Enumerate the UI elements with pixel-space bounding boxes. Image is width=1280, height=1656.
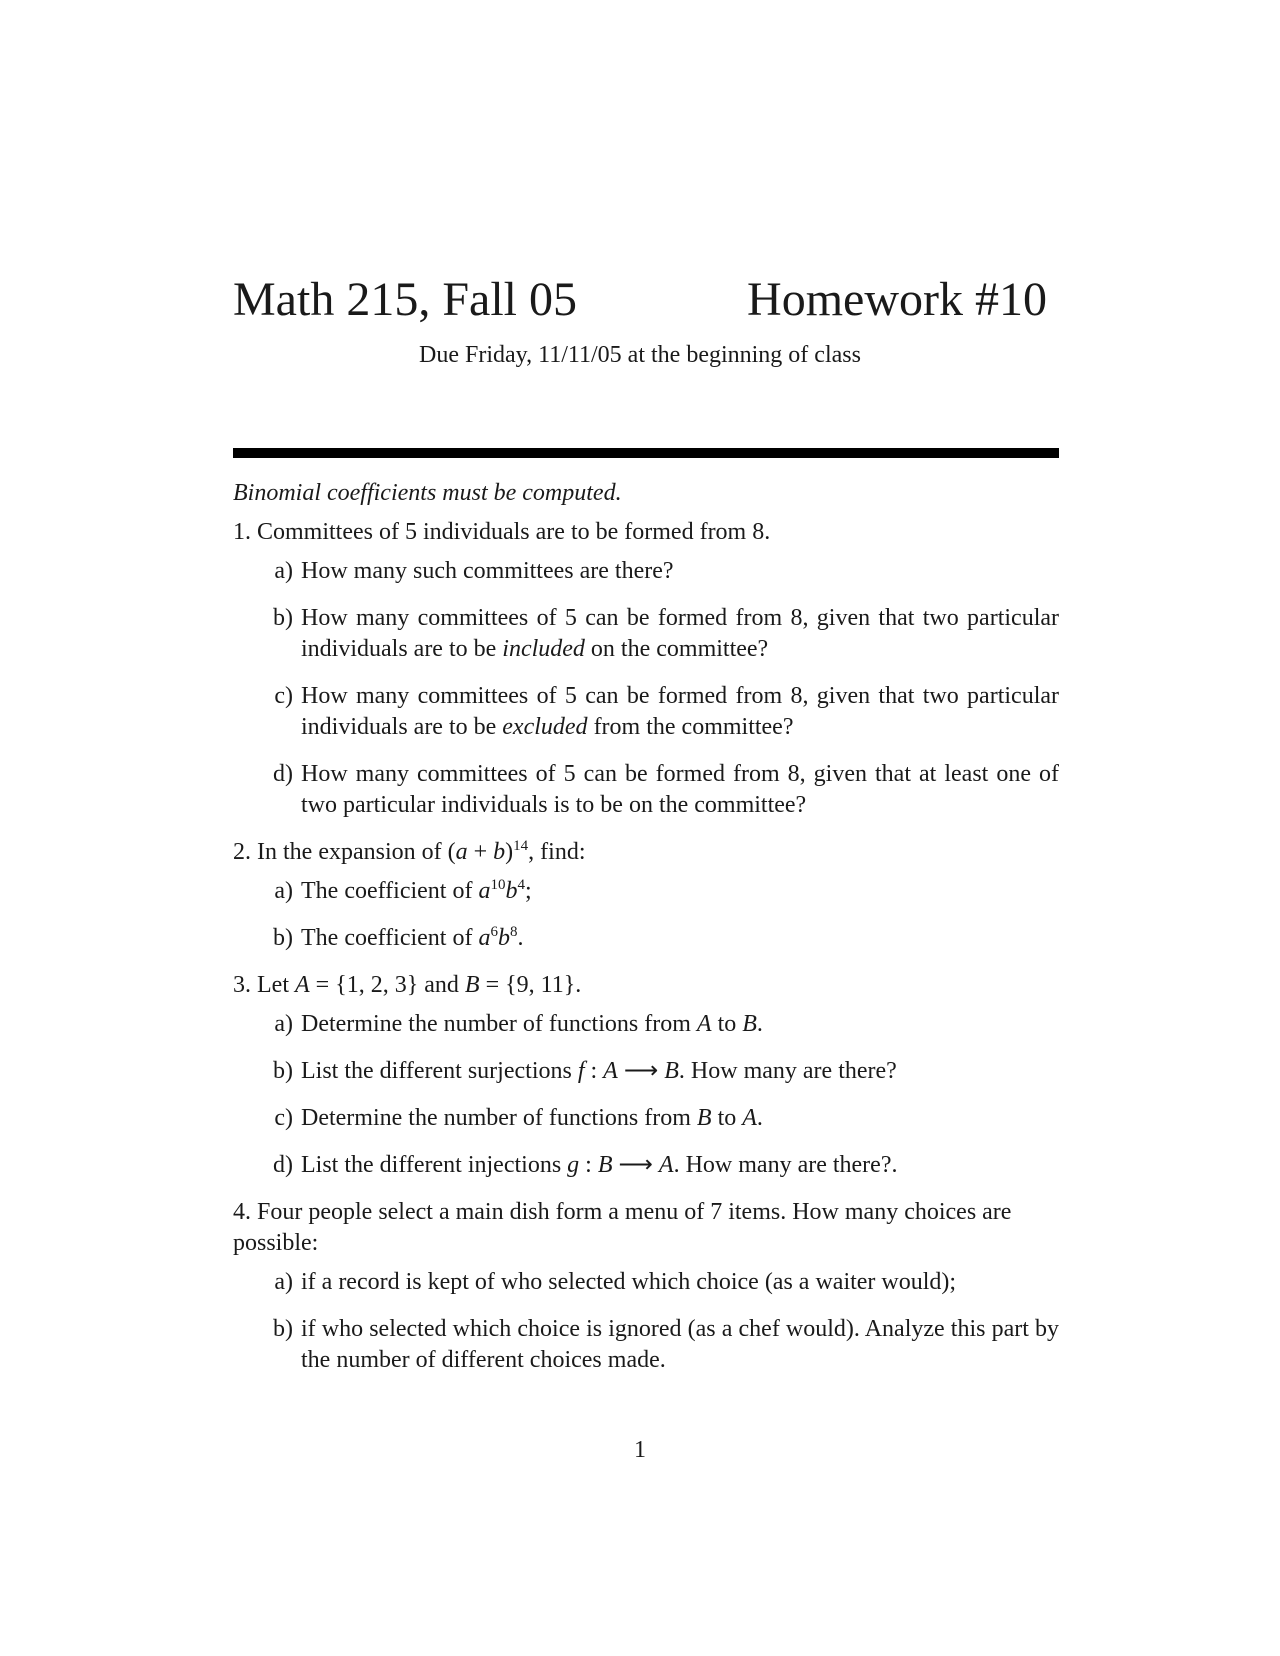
part-label: c): [274, 683, 293, 709]
instruction-note: Binomial coefficients must be computed.: [233, 480, 622, 506]
part-text: if who selected which choice is ignored (as a chef would). Analyze this part by the number of different choices made.: [301, 1316, 1059, 1373]
part-text: if a record is kept of who selected which choice (as a waiter would);: [301, 1269, 957, 1295]
arrow-symbol: ⟶: [612, 1152, 659, 1178]
part-label: a): [274, 558, 293, 584]
part-text: List the different surjections f : A ⟶ B. How many are there?: [301, 1058, 897, 1084]
problem-1d: [233, 759, 1059, 821]
course-title: Math 215, Fall 05: [233, 273, 577, 326]
part-text: The coefficient of $a^6b^8$.: [301, 924, 524, 951]
emphasis-text: included: [502, 636, 585, 662]
part-text: Determine the number of functions from A to B.: [301, 1011, 763, 1037]
part-text: How many committees of 5 can be formed from 8, given that at least one of two particular individuals is to be on the committee?: [301, 761, 1059, 818]
part-label: d): [273, 1152, 293, 1178]
part-label: d): [273, 761, 293, 787]
part-text: How many such committees are there?: [301, 558, 674, 584]
problem-3d: [233, 1150, 1059, 1181]
part-label: c): [274, 1105, 293, 1131]
problem-2a: [233, 876, 1059, 907]
part-label: a): [274, 878, 293, 904]
problem-1c: [233, 681, 1059, 743]
part-label: b): [273, 1316, 293, 1342]
part-label: b): [273, 605, 293, 631]
emphasis-text: excluded: [502, 714, 588, 740]
problem-set: [233, 478, 1059, 1392]
problem-1-statement: 1. Committees of 5 individuals are to be formed from 8.: [233, 519, 771, 545]
problem-3c: [233, 1103, 1059, 1134]
part-label: b): [273, 1058, 293, 1084]
part-label: a): [274, 1269, 293, 1295]
page-number: 1: [634, 1437, 646, 1463]
part-text: List the different injections g : B ⟶ A. How many are there?.: [301, 1152, 898, 1178]
problem-3a: [233, 1009, 1059, 1040]
horizontal-rule: [233, 448, 1059, 458]
problem-3b: [233, 1056, 1059, 1087]
due-date-line: Due Friday, 11/11/05 at the beginning of class: [419, 342, 861, 368]
problem-3-statement: 3. Let A = {1, 2, 3} and B = {9, 11}.: [233, 972, 582, 998]
problem-4b: [233, 1314, 1059, 1376]
part-label: b): [273, 925, 293, 951]
assignment-title: Homework #10: [747, 273, 1047, 326]
part-text: How many committees of 5 can be formed from 8, given that two particular individuals are to be included on the committee?: [301, 605, 1059, 662]
problem-1a: [233, 556, 1059, 587]
problem-4-statement: 4. Four people select a main dish form a menu of 7 items. How many choices are possible:: [233, 1199, 1012, 1256]
part-text: The coefficient of $a^{10}b^4$;: [301, 877, 532, 904]
problem-4a: [233, 1267, 1059, 1298]
problem-1b: [233, 603, 1059, 665]
arrow-symbol: ⟶: [617, 1058, 665, 1084]
part-text: How many committees of 5 can be formed from 8, given that two particular individuals are to be excluded from the committee?: [301, 683, 1059, 740]
problem-2b: [233, 923, 1059, 954]
part-label: a): [274, 1011, 293, 1037]
problem-2-statement: 2. In the expansion of $(a + b)^{14}$, find:: [233, 838, 586, 865]
part-text: Determine the number of functions from B to A.: [301, 1105, 763, 1131]
